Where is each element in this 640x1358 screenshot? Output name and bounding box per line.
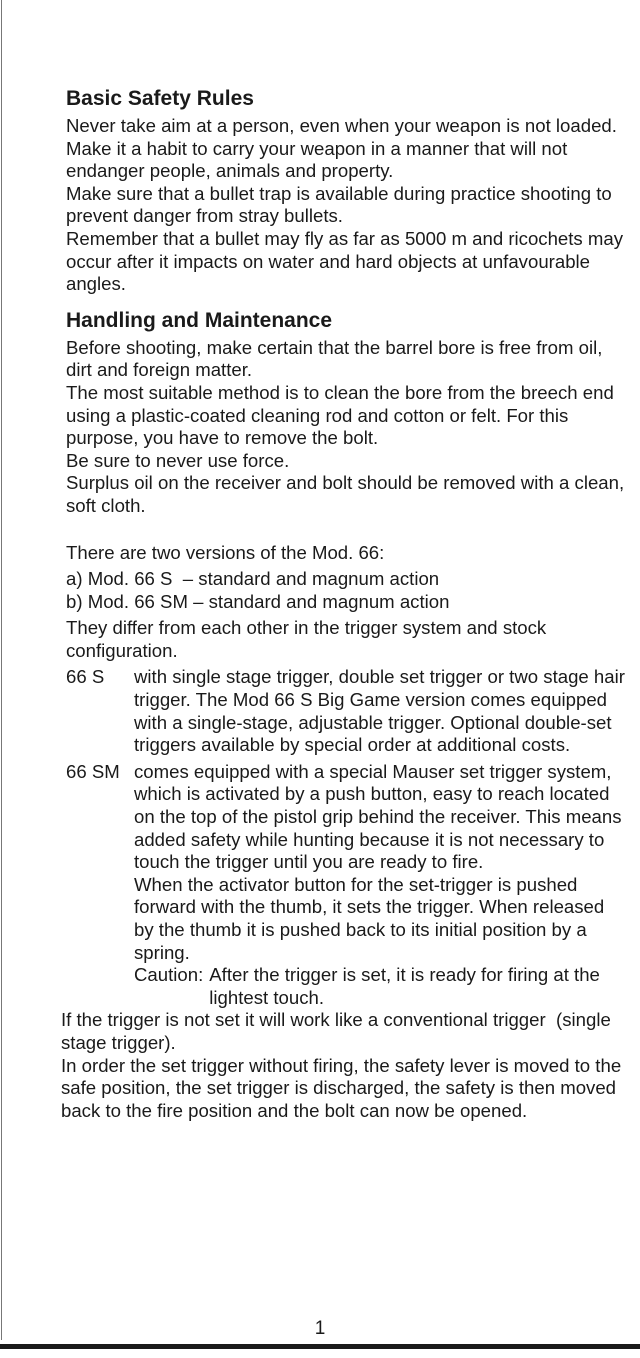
heading-basic-safety-rules: Basic Safety Rules bbox=[66, 87, 254, 110]
definition-text-66sm-activator: When the activator button for the set-trigger is pushed forward with the thumb, it sets the trigger. When released by the thumb it is pushed back to its initial position by a spring. bbox=[134, 873, 605, 963]
caution-note bbox=[134, 964, 626, 1009]
closing-paragraph-conventional: If the trigger is not set it will work like a conventional trigger (single stage trigger). bbox=[61, 1009, 611, 1053]
closing-paragraph-safety-lever: In order the set trigger without firing, the safety lever is moved to the safe position, the set trigger is discharged, the safety is then moved back to the fire position and the bolt can now be opened. bbox=[61, 1054, 622, 1121]
differ-paragraph: They differ from each other in the trigger system and stock configuration. bbox=[66, 617, 547, 661]
safety-paragraph-ricochet: Remember that a bullet may fly as far as 5000 m and ricochets may occur after it impacts on water and hard objects at unfavourable angles. bbox=[66, 227, 624, 295]
caution-label: Caution: bbox=[134, 964, 204, 986]
caution-text: After the trigger is set, it is ready for firing at the lightest touch. bbox=[209, 964, 600, 1008]
maintenance-paragraph-force: Be sure to never use force. bbox=[66, 449, 290, 471]
versions-intro: There are two versions of the Mod. 66: bbox=[66, 541, 385, 563]
definition-66sm bbox=[66, 761, 626, 1010]
definition-66s bbox=[66, 666, 626, 756]
definition-term-66sm: 66 SM bbox=[66, 760, 120, 782]
definition-text-66s: with single stage trigger, double set trigger or two stage hair trigger. The Mod 66 S Big Game version comes equipped with a single-stage, adjustable trigger. Optional double-set triggers available by special order at additional costs. bbox=[134, 666, 625, 756]
maintenance-paragraph-oil: Surplus oil on the receiver and bolt should be removed with a clean, soft cloth. bbox=[66, 472, 625, 516]
manual-page bbox=[61, 86, 626, 1122]
heading-handling-maintenance: Handling and Maintenance bbox=[66, 308, 333, 332]
maintenance-paragraph-cleaning: The most suitable method is to clean the bore from the breech end using a plastic-coated cleaning rod and cotton or felt. For this purpose, you have to remove the bolt. bbox=[66, 381, 614, 449]
safety-paragraph-aim: Never take aim at a person, even when your weapon is not loaded. Make it a habit to carry your weapon in a manner that will not endanger people, animals and property. bbox=[66, 115, 617, 182]
version-item-66s: a) Mod. 66 S – standard and magnum action bbox=[66, 568, 440, 590]
versions-list bbox=[66, 568, 626, 613]
safety-paragraph-bullet-trap: Make sure that a bullet trap is available during practice shooting to prevent danger from stray bullets. bbox=[66, 182, 612, 227]
version-item-66sm: b) Mod. 66 SM – standard and magnum action bbox=[66, 590, 450, 612]
maintenance-paragraph-bore: Before shooting, make certain that the barrel bore is free from oil, dirt and foreign matter. bbox=[66, 336, 603, 381]
page-number: 1 bbox=[314, 1318, 326, 1339]
bottom-rule bbox=[0, 1344, 640, 1349]
definition-text-66sm-system: comes equipped with a special Mauser set trigger system, which is activated by a push button, easy to reach located on the top of the pistol grip behind the receiver. This means added safety while hunting because it is not necessary to touch the trigger until you are ready to fire. bbox=[134, 760, 622, 873]
left-margin-rule bbox=[1, 0, 2, 1340]
definition-term-66s: 66 S bbox=[66, 666, 105, 688]
definition-body-66sm bbox=[134, 761, 626, 1010]
